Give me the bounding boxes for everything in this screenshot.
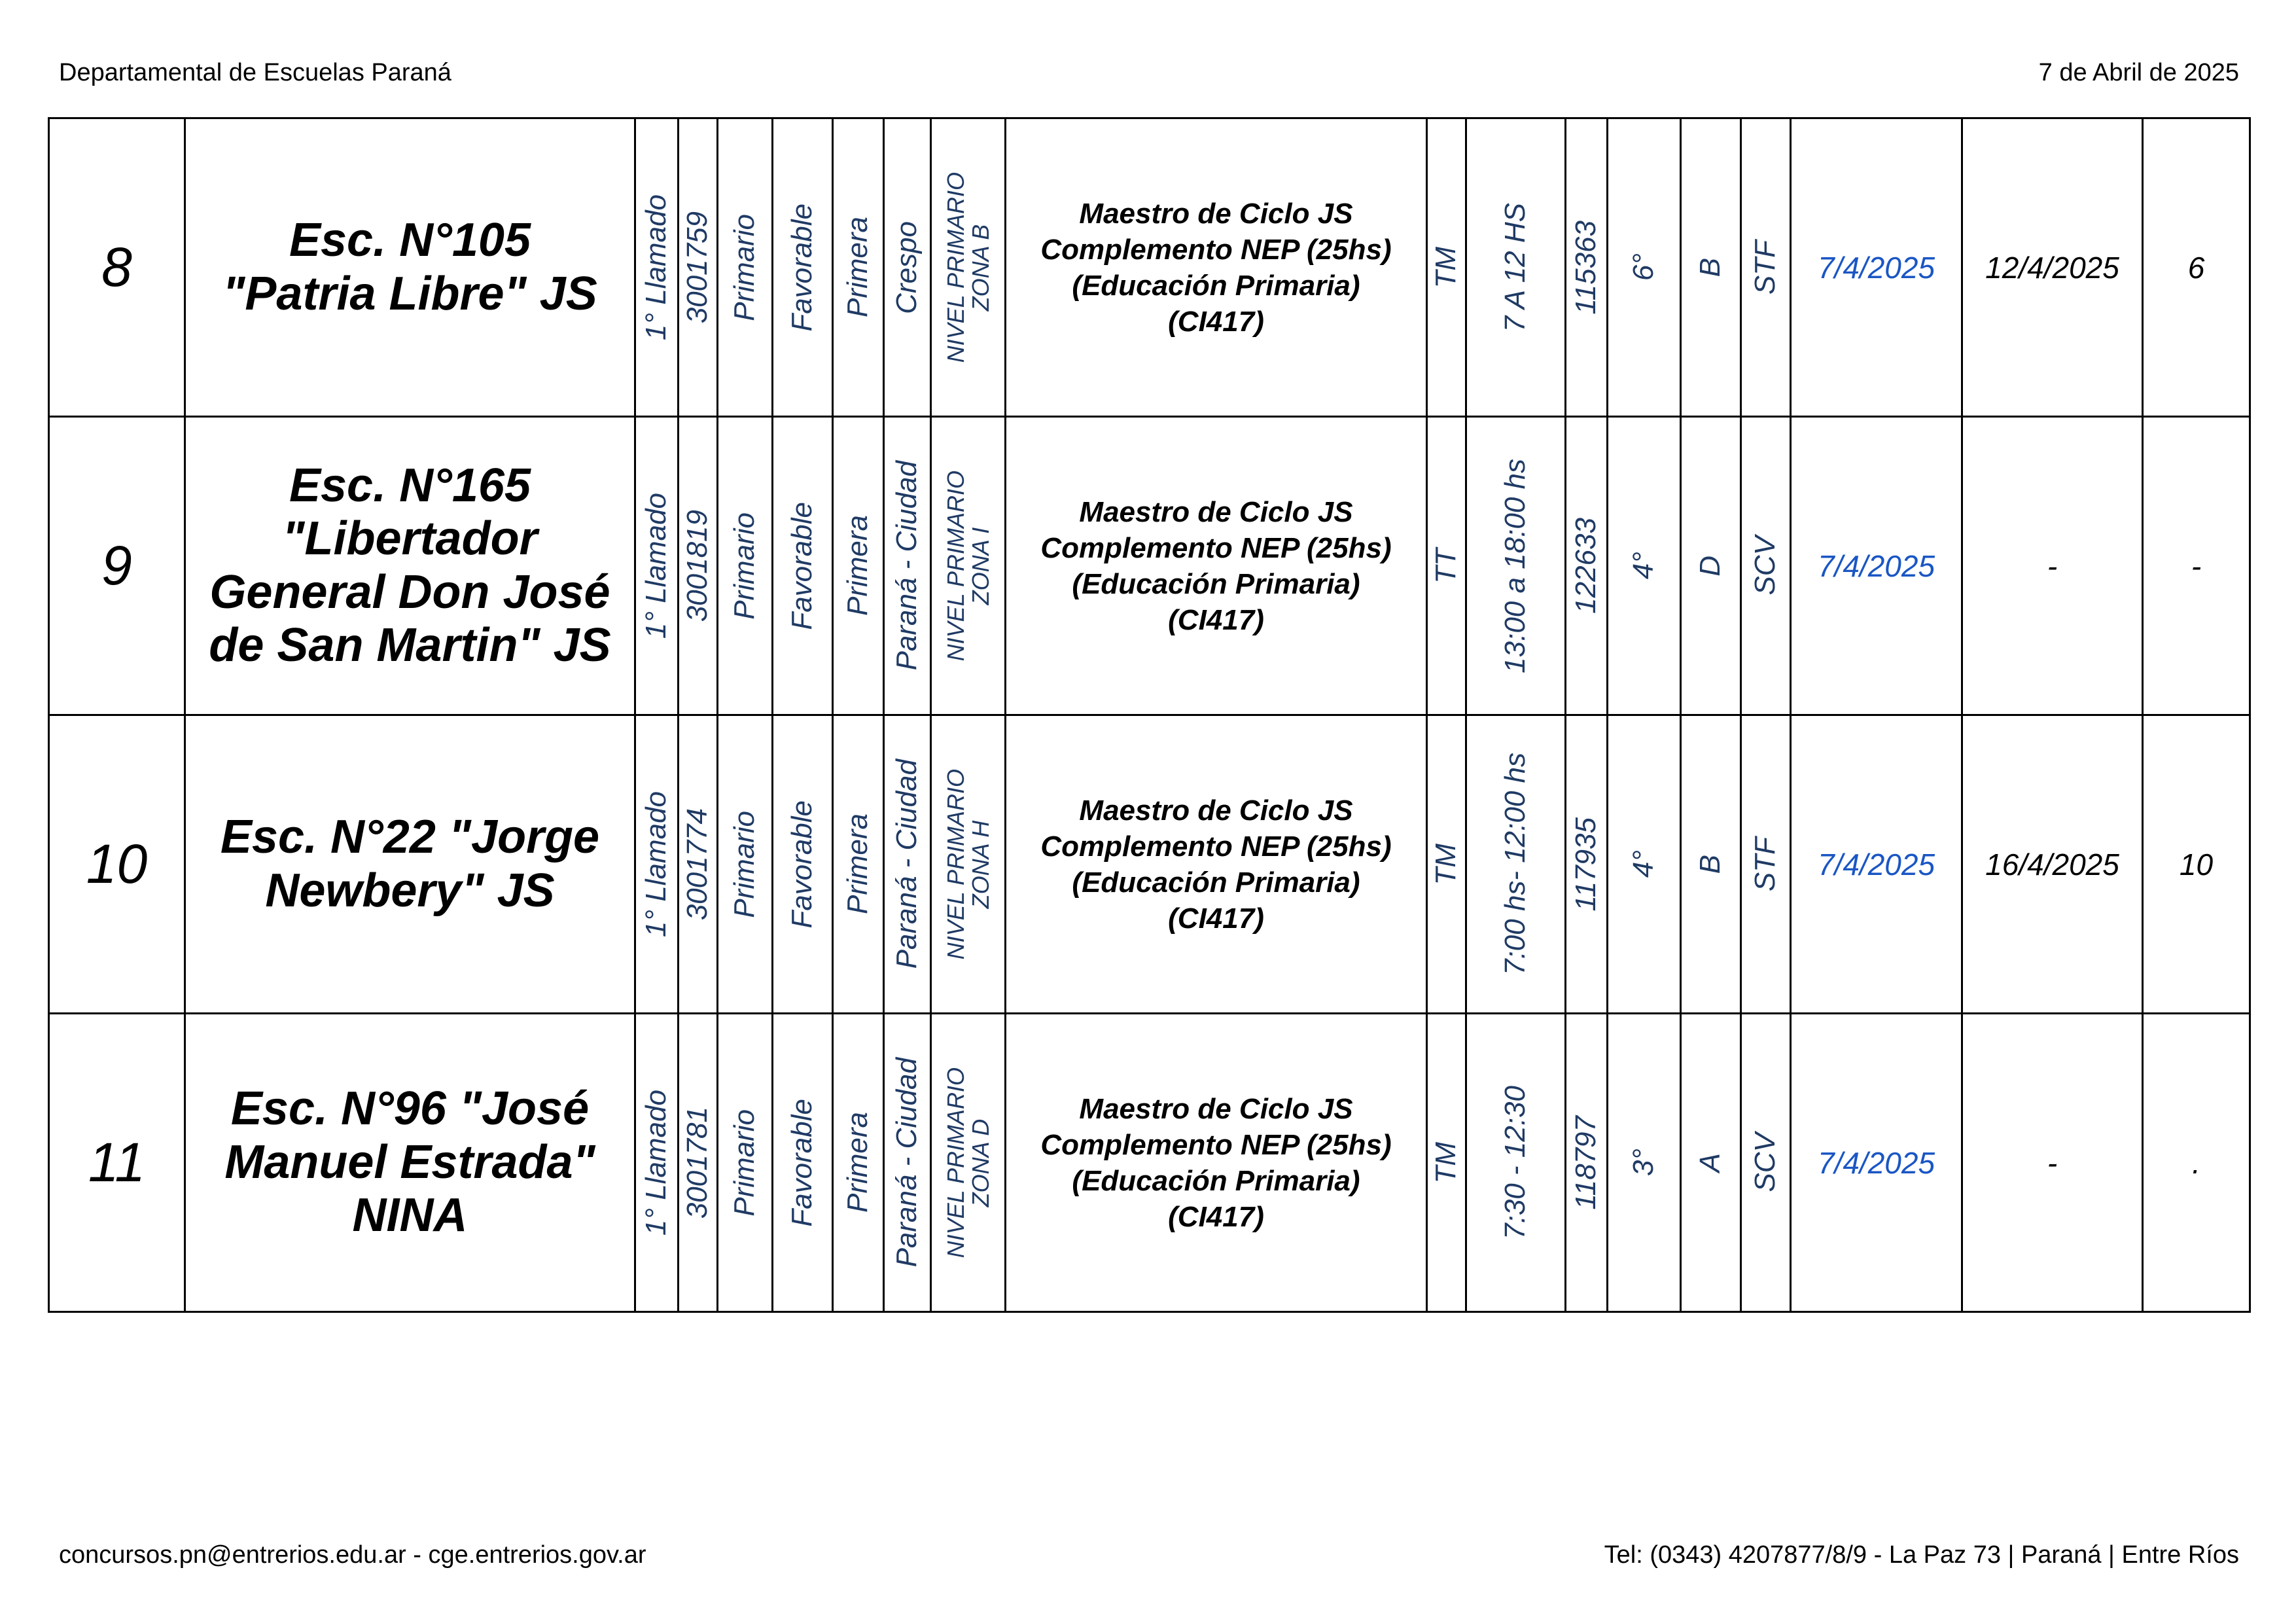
supervision-wrap bbox=[932, 418, 1004, 714]
turno-cell-wrap bbox=[1428, 119, 1465, 416]
horario-cell bbox=[1466, 417, 1566, 715]
codigo-cell-text: 3001759 bbox=[681, 211, 714, 324]
categoria-cell bbox=[833, 417, 884, 715]
situacion-cell bbox=[1741, 417, 1791, 715]
cargo-cell bbox=[1006, 1014, 1427, 1312]
vacancies-table bbox=[48, 117, 2251, 1313]
seccion-cell bbox=[1681, 417, 1741, 715]
cargo-cell-line: (Educación Primaria) bbox=[1072, 1164, 1360, 1197]
codigo-cell-text: 3001774 bbox=[681, 808, 714, 921]
grado-cell-text: 3° bbox=[1627, 1149, 1660, 1177]
cargo-cell-line: (Educación Primaria) bbox=[1072, 269, 1360, 302]
table-row bbox=[49, 118, 2250, 417]
localidad-cell-text: Paraná - Ciudad bbox=[891, 1058, 923, 1268]
agente-cell-text: 122633 bbox=[1570, 518, 1602, 614]
categoria-cell bbox=[833, 1014, 884, 1312]
seccion-cell-wrap bbox=[1682, 119, 1740, 416]
llamado-cell bbox=[635, 715, 679, 1014]
nivel-cell-text: Primario bbox=[728, 1109, 761, 1217]
header-department: Departamental de Escuelas Paraná bbox=[59, 59, 451, 86]
seccion-cell-wrap bbox=[1682, 716, 1740, 1012]
categoria-cell-text: Primera bbox=[841, 1112, 874, 1213]
school-name bbox=[185, 715, 635, 1014]
cargo-cell-line: (CI417) bbox=[1168, 1200, 1264, 1233]
zona-tipo-cell-text: Favorable bbox=[786, 203, 819, 332]
situacion-cell-text: STF bbox=[1749, 836, 1782, 892]
codigo-cell bbox=[679, 417, 718, 715]
codigo-cell bbox=[679, 1014, 718, 1312]
horario-cell-wrap bbox=[1467, 418, 1564, 714]
school-name-line: Esc. N°165 bbox=[289, 459, 531, 512]
situacion-cell bbox=[1741, 118, 1791, 417]
nivel-cell-text: Primario bbox=[728, 512, 761, 620]
school-name-line: Esc. N°105 bbox=[289, 214, 531, 267]
horario-cell-text: 7:00 hs- 12:00 hs bbox=[1499, 753, 1532, 976]
agente-cell-text: 117935 bbox=[1570, 817, 1602, 912]
agente-cell-text: 118797 bbox=[1570, 1115, 1602, 1210]
row-number: 11 bbox=[49, 1014, 185, 1312]
cargo-cell-line: Maestro de Ciclo JS bbox=[1079, 197, 1353, 230]
cargo-cell-line: Complemento NEP (25hs) bbox=[1040, 830, 1392, 863]
fecha-hasta-cell: - bbox=[1962, 417, 2143, 715]
school-name-line: "Libertador bbox=[282, 512, 538, 565]
zona-tipo-cell-wrap bbox=[773, 119, 832, 416]
categoria-cell-wrap bbox=[834, 716, 883, 1012]
turno-cell-text: TM bbox=[1430, 843, 1462, 885]
supervision-line: ZONA I bbox=[966, 527, 994, 605]
table-row bbox=[49, 417, 2250, 715]
zona-tipo-cell-text: Favorable bbox=[786, 1098, 819, 1227]
grado-cell-text: 4° bbox=[1627, 850, 1660, 878]
situacion-cell-text: SCV bbox=[1749, 536, 1782, 596]
horario-cell-text: 13:00 a 18:00 hs bbox=[1499, 458, 1532, 673]
agente-cell-wrap bbox=[1566, 418, 1606, 714]
horario-cell bbox=[1466, 1014, 1566, 1312]
turno-cell-text: TM bbox=[1430, 246, 1462, 289]
situacion-cell bbox=[1741, 1014, 1791, 1312]
codigo-cell-text: 3001781 bbox=[681, 1106, 714, 1219]
situacion-cell-text: STF bbox=[1749, 240, 1782, 295]
nivel-cell bbox=[718, 1014, 773, 1312]
nivel-cell bbox=[718, 118, 773, 417]
localidad-cell bbox=[884, 118, 931, 417]
supervision-text bbox=[944, 769, 993, 959]
agente-cell-wrap bbox=[1566, 1014, 1606, 1311]
cargo-cell-line: Maestro de Ciclo JS bbox=[1079, 794, 1353, 827]
agente-cell-wrap bbox=[1566, 716, 1606, 1012]
grado-cell-text: 4° bbox=[1627, 552, 1660, 580]
nivel-cell bbox=[718, 715, 773, 1014]
grado-cell bbox=[1608, 715, 1681, 1014]
localidad-cell bbox=[884, 417, 931, 715]
seccion-cell bbox=[1681, 715, 1741, 1014]
zona-tipo-cell-text: Favorable bbox=[786, 800, 819, 929]
agente-cell bbox=[1566, 1014, 1608, 1312]
llamado-cell bbox=[635, 417, 679, 715]
cargo-cell-line: (CI417) bbox=[1168, 902, 1264, 935]
cargo-cell-line: Maestro de Ciclo JS bbox=[1079, 495, 1353, 528]
nivel-cell-wrap bbox=[718, 418, 771, 714]
supervision-wrap bbox=[932, 1014, 1004, 1311]
localidad-cell-wrap bbox=[885, 418, 930, 714]
turno-cell-wrap bbox=[1428, 1014, 1465, 1311]
cargo-cell-line: (Educación Primaria) bbox=[1072, 567, 1360, 600]
footer-contact-phone: Tel: (0343) 4207877/8/9 - La Paz 73 | Paraná | Entre Ríos bbox=[1604, 1541, 2239, 1569]
localidad-cell-wrap bbox=[885, 716, 930, 1012]
row-number: 9 bbox=[49, 417, 185, 715]
turno-cell-wrap bbox=[1428, 716, 1465, 1012]
supervision-cell bbox=[931, 417, 1006, 715]
horario-cell-wrap bbox=[1467, 1014, 1564, 1311]
zona-tipo-cell bbox=[773, 417, 833, 715]
localidad-cell-text: Paraná - Ciudad bbox=[891, 461, 923, 671]
situacion-cell bbox=[1741, 715, 1791, 1014]
supervision-cell bbox=[931, 715, 1006, 1014]
supervision-line: ZONA B bbox=[966, 224, 994, 311]
nivel-cell-wrap bbox=[718, 716, 771, 1012]
localidad-cell-text: Crespo bbox=[891, 221, 923, 314]
agente-cell bbox=[1566, 118, 1608, 417]
grado-cell bbox=[1608, 118, 1681, 417]
llamado-cell-text: 1° Llamado bbox=[640, 194, 673, 341]
situacion-cell-wrap bbox=[1742, 1014, 1790, 1311]
nivel-cell-wrap bbox=[718, 119, 771, 416]
agente-cell-wrap bbox=[1566, 119, 1606, 416]
nivel-cell-text: Primario bbox=[728, 213, 761, 321]
codigo-cell bbox=[679, 715, 718, 1014]
llamado-cell-wrap bbox=[636, 119, 677, 416]
supervision-line: NIVEL PRIMARIO bbox=[942, 470, 969, 662]
school-name-line: Newbery" JS bbox=[265, 864, 555, 917]
codigo-cell-wrap bbox=[679, 418, 716, 714]
categoria-cell-text: Primera bbox=[841, 217, 874, 318]
grado-cell-wrap bbox=[1608, 119, 1680, 416]
supervision-line: NIVEL PRIMARIO bbox=[942, 171, 969, 363]
cargo-cell bbox=[1006, 417, 1427, 715]
supervision-cell bbox=[931, 1014, 1006, 1312]
seccion-cell-wrap bbox=[1682, 418, 1740, 714]
supervision-text bbox=[944, 471, 993, 661]
categoria-cell-wrap bbox=[834, 1014, 883, 1311]
grado-cell-wrap bbox=[1608, 1014, 1680, 1311]
localidad-cell bbox=[884, 1014, 931, 1312]
situacion-cell-wrap bbox=[1742, 716, 1790, 1012]
turno-cell bbox=[1427, 1014, 1466, 1312]
turno-cell-text: TT bbox=[1430, 548, 1462, 584]
fecha-cell: 7/4/2025 bbox=[1791, 1014, 1962, 1312]
grado-cell-text: 6° bbox=[1627, 253, 1660, 281]
agente-cell bbox=[1566, 417, 1608, 715]
row-number: 8 bbox=[49, 118, 185, 417]
supervision-wrap bbox=[932, 119, 1004, 416]
grado-cell-wrap bbox=[1608, 418, 1680, 714]
agente-cell bbox=[1566, 715, 1608, 1014]
dias-cell: - bbox=[2143, 417, 2250, 715]
table-row bbox=[49, 1014, 2250, 1312]
row-number: 10 bbox=[49, 715, 185, 1014]
cargo-cell-line: Complemento NEP (25hs) bbox=[1040, 531, 1392, 564]
grado-cell bbox=[1608, 417, 1681, 715]
localidad-cell bbox=[884, 715, 931, 1014]
localidad-cell-text: Paraná - Ciudad bbox=[891, 759, 923, 969]
zona-tipo-cell-text: Favorable bbox=[786, 501, 819, 630]
supervision-line: ZONA H bbox=[966, 820, 994, 908]
llamado-cell-wrap bbox=[636, 1014, 677, 1311]
agente-cell-text: 115363 bbox=[1570, 220, 1602, 315]
zona-tipo-cell bbox=[773, 715, 833, 1014]
school-name-line: Manuel Estrada" bbox=[224, 1135, 595, 1188]
categoria-cell bbox=[833, 715, 884, 1014]
zona-tipo-cell-wrap bbox=[773, 716, 832, 1012]
llamado-cell-wrap bbox=[636, 418, 677, 714]
dias-cell: . bbox=[2143, 1014, 2250, 1312]
codigo-cell bbox=[679, 118, 718, 417]
zona-tipo-cell-wrap bbox=[773, 418, 832, 714]
situacion-cell-wrap bbox=[1742, 119, 1790, 416]
categoria-cell-text: Primera bbox=[841, 515, 874, 616]
horario-cell-wrap bbox=[1467, 119, 1564, 416]
cargo-cell-line: (CI417) bbox=[1168, 305, 1264, 338]
grado-cell-wrap bbox=[1608, 716, 1680, 1012]
llamado-cell-text: 1° Llamado bbox=[640, 492, 673, 639]
llamado-cell-wrap bbox=[636, 716, 677, 1012]
school-name-line: General Don José bbox=[209, 565, 610, 618]
situacion-cell-text: SCV bbox=[1749, 1133, 1782, 1192]
zona-tipo-cell bbox=[773, 118, 833, 417]
fecha-hasta-cell: - bbox=[1962, 1014, 2143, 1312]
cargo-cell bbox=[1006, 715, 1427, 1014]
turno-cell-wrap bbox=[1428, 418, 1465, 714]
school-name-line: NINA bbox=[352, 1189, 468, 1242]
cargo-cell-line: Complemento NEP (25hs) bbox=[1040, 233, 1392, 266]
cargo-cell-line: (CI417) bbox=[1168, 603, 1264, 636]
llamado-cell bbox=[635, 118, 679, 417]
zona-tipo-cell-wrap bbox=[773, 1014, 832, 1311]
supervision-wrap bbox=[932, 716, 1004, 1012]
cargo-cell-line: Complemento NEP (25hs) bbox=[1040, 1128, 1392, 1161]
zona-tipo-cell bbox=[773, 1014, 833, 1312]
cargo-cell-line: Maestro de Ciclo JS bbox=[1079, 1092, 1353, 1125]
cargo-cell-line: (Educación Primaria) bbox=[1072, 866, 1360, 899]
horario-cell-text: 7 A 12 HS bbox=[1499, 202, 1532, 332]
horario-cell-wrap bbox=[1467, 716, 1564, 1012]
supervision-text bbox=[944, 172, 993, 363]
school-name-line: Esc. N°96 "José bbox=[230, 1082, 590, 1135]
localidad-cell-wrap bbox=[885, 119, 930, 416]
seccion-cell-text: B bbox=[1694, 854, 1727, 874]
school-name-line: Esc. N°22 "Jorge bbox=[220, 811, 600, 864]
seccion-cell-wrap bbox=[1682, 1014, 1740, 1311]
school-name bbox=[185, 118, 635, 417]
fecha-cell: 7/4/2025 bbox=[1791, 715, 1962, 1014]
categoria-cell-wrap bbox=[834, 418, 883, 714]
fecha-hasta-cell: 12/4/2025 bbox=[1962, 118, 2143, 417]
seccion-cell-text: B bbox=[1694, 257, 1727, 277]
table-row bbox=[49, 715, 2250, 1014]
seccion-cell-text: A bbox=[1694, 1152, 1727, 1173]
seccion-cell-text: D bbox=[1694, 555, 1727, 577]
fecha-hasta-cell: 16/4/2025 bbox=[1962, 715, 2143, 1014]
header-date: 7 de Abril de 2025 bbox=[2038, 59, 2239, 86]
supervision-line: NIVEL PRIMARIO bbox=[942, 1067, 969, 1258]
supervision-cell bbox=[931, 118, 1006, 417]
fecha-cell: 7/4/2025 bbox=[1791, 417, 1962, 715]
nivel-cell-wrap bbox=[718, 1014, 771, 1311]
horario-cell bbox=[1466, 118, 1566, 417]
llamado-cell bbox=[635, 1014, 679, 1312]
nivel-cell bbox=[718, 417, 773, 715]
supervision-line: NIVEL PRIMARIO bbox=[942, 768, 969, 960]
nivel-cell-text: Primario bbox=[728, 810, 761, 918]
turno-cell bbox=[1427, 118, 1466, 417]
turno-cell bbox=[1427, 417, 1466, 715]
codigo-cell-text: 3001819 bbox=[681, 509, 714, 622]
horario-cell-text: 7:30 - 12:30 bbox=[1499, 1086, 1532, 1240]
school-name bbox=[185, 417, 635, 715]
situacion-cell-wrap bbox=[1742, 418, 1790, 714]
seccion-cell bbox=[1681, 1014, 1741, 1312]
cargo-cell bbox=[1006, 118, 1427, 417]
codigo-cell-wrap bbox=[679, 1014, 716, 1311]
codigo-cell-wrap bbox=[679, 716, 716, 1012]
codigo-cell-wrap bbox=[679, 119, 716, 416]
localidad-cell-wrap bbox=[885, 1014, 930, 1311]
school-name-line: de San Martin" JS bbox=[209, 618, 611, 671]
grado-cell bbox=[1608, 1014, 1681, 1312]
school-name-line: "Patria Libre" JS bbox=[222, 267, 597, 320]
footer-contact-email: concursos.pn@entrerios.edu.ar - cge.entrerios.gov.ar bbox=[59, 1541, 646, 1569]
turno-cell bbox=[1427, 715, 1466, 1014]
seccion-cell bbox=[1681, 118, 1741, 417]
supervision-line: ZONA D bbox=[966, 1118, 994, 1207]
dias-cell: 10 bbox=[2143, 715, 2250, 1014]
llamado-cell-text: 1° Llamado bbox=[640, 791, 673, 938]
categoria-cell-text: Primera bbox=[841, 813, 874, 915]
horario-cell bbox=[1466, 715, 1566, 1014]
school-name bbox=[185, 1014, 635, 1312]
categoria-cell-wrap bbox=[834, 119, 883, 416]
fecha-cell: 7/4/2025 bbox=[1791, 118, 1962, 417]
llamado-cell-text: 1° Llamado bbox=[640, 1089, 673, 1236]
categoria-cell bbox=[833, 118, 884, 417]
turno-cell-text: TM bbox=[1430, 1141, 1462, 1184]
dias-cell: 6 bbox=[2143, 118, 2250, 417]
supervision-text bbox=[944, 1067, 993, 1258]
